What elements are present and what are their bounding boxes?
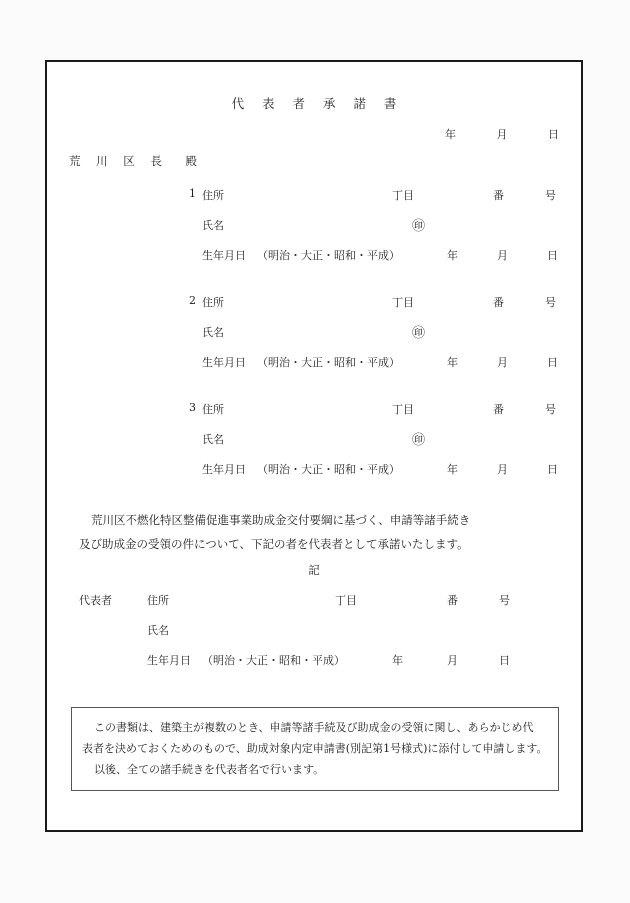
- entry-1-month-label: 月: [497, 249, 508, 262]
- representative-chome-label: 丁目: [335, 594, 357, 607]
- entry-3-number: 3: [189, 401, 196, 414]
- applicant-entry-3: [47, 401, 581, 491]
- entry-2-birth-row: [47, 354, 581, 384]
- representative-block: [47, 592, 581, 682]
- entry-3-name-label: 氏名: [202, 433, 224, 446]
- entry-2-birth-label: 生年月日: [202, 356, 246, 369]
- document-content: [47, 62, 581, 830]
- seal-icon: ㊞: [412, 433, 426, 448]
- entry-1-address-label: 住所: [202, 189, 224, 202]
- representative-birth-label: 生年月日: [147, 654, 191, 667]
- entry-3-ban-label: 番: [493, 403, 504, 416]
- seal-icon: ㊞: [412, 219, 426, 234]
- representative-label: 代表者: [79, 594, 112, 607]
- entry-2-month-label: 月: [497, 356, 508, 369]
- addressee-line: 荒 川 区 長 殿: [69, 154, 203, 168]
- entry-1-name-label: 氏名: [202, 219, 224, 232]
- representative-month-label: 月: [447, 654, 458, 667]
- representative-year-label: 年: [392, 654, 403, 667]
- representative-ban-label: 番: [447, 594, 458, 607]
- representative-day-label: 日: [499, 654, 510, 667]
- entry-3-month-label: 月: [497, 463, 508, 476]
- entry-2-year-label: 年: [447, 356, 458, 369]
- applicant-entry-1: [47, 187, 581, 277]
- entry-2-era-options: （明治・大正・昭和・平成）: [257, 356, 400, 369]
- applicant-entry-2: [47, 294, 581, 384]
- entry-1-chome-label: 丁目: [392, 189, 414, 202]
- entry-2-name-label: 氏名: [202, 326, 224, 339]
- entry-2-number: 2: [189, 294, 196, 307]
- entry-2-go-label: 号: [545, 296, 556, 309]
- entry-1-birth-label: 生年月日: [202, 249, 246, 262]
- entry-2-day-label: 日: [547, 356, 558, 369]
- entry-3-chome-label: 丁目: [392, 403, 414, 416]
- representative-address-row: [47, 592, 581, 622]
- body-paragraph-line-1: 荒川区不燃化特区整備促進事業助成金交付要綱に基づく、申請等諸手続き: [91, 513, 471, 527]
- entry-2-chome-label: 丁目: [392, 296, 414, 309]
- representative-birth-row: [47, 652, 581, 682]
- entry-3-birth-label: 生年月日: [202, 463, 246, 476]
- entry-1-day-label: 日: [547, 249, 558, 262]
- body-paragraph-line-2: 及び助成金の受領の件について、下記の者を代表者として承諾いたします。: [79, 537, 469, 551]
- entry-3-address-row: [47, 401, 581, 431]
- note-line-1: この書類は、建築主が複数のとき、申請等諸手続及び助成金の受領に関し、あらかじめ代: [94, 721, 534, 734]
- document-page-frame: [45, 60, 583, 832]
- entry-3-year-label: 年: [447, 463, 458, 476]
- entry-3-address-label: 住所: [202, 403, 224, 416]
- entry-1-name-row: [47, 217, 581, 247]
- entry-1-go-label: 号: [545, 189, 556, 202]
- seal-icon: ㊞: [412, 326, 426, 341]
- note-line-2: 表者を決めておくためのもので、助成対象内定申請書(別記第1号様式)に添付して申請します。: [82, 742, 548, 755]
- body-paragraph: [79, 508, 549, 556]
- entry-3-day-label: 日: [547, 463, 558, 476]
- date-year-label: 年: [445, 128, 456, 141]
- note-line-3: 以後、全ての諸手続きを代表者名で行います。: [94, 763, 325, 776]
- date-month-label: 月: [496, 128, 508, 141]
- date-line: [445, 126, 559, 142]
- entry-2-ban-label: 番: [493, 296, 504, 309]
- representative-era-options: （明治・大正・昭和・平成）: [202, 654, 345, 667]
- entry-3-birth-row: [47, 461, 581, 491]
- entry-1-era-options: （明治・大正・昭和・平成）: [257, 249, 400, 262]
- entry-1-year-label: 年: [447, 249, 458, 262]
- date-day-label: 日: [548, 128, 559, 141]
- entry-3-era-options: （明治・大正・昭和・平成）: [257, 463, 400, 476]
- entry-1-birth-row: [47, 247, 581, 277]
- document-title: 代 表 者 承 諾 書: [231, 96, 404, 111]
- representative-name-label: 氏名: [147, 624, 169, 637]
- entry-2-address-label: 住所: [202, 296, 224, 309]
- ki-marker: 記: [308, 563, 320, 577]
- entry-2-name-row: [47, 324, 581, 354]
- entry-3-name-row: [47, 431, 581, 461]
- representative-address-label: 住所: [147, 594, 169, 607]
- note-box: [71, 707, 559, 791]
- entry-1-number: 1: [189, 187, 196, 200]
- representative-name-row: [47, 622, 581, 652]
- entry-1-address-row: [47, 187, 581, 217]
- entry-3-go-label: 号: [545, 403, 556, 416]
- representative-go-label: 号: [499, 594, 510, 607]
- entry-1-ban-label: 番: [493, 189, 504, 202]
- entry-2-address-row: [47, 294, 581, 324]
